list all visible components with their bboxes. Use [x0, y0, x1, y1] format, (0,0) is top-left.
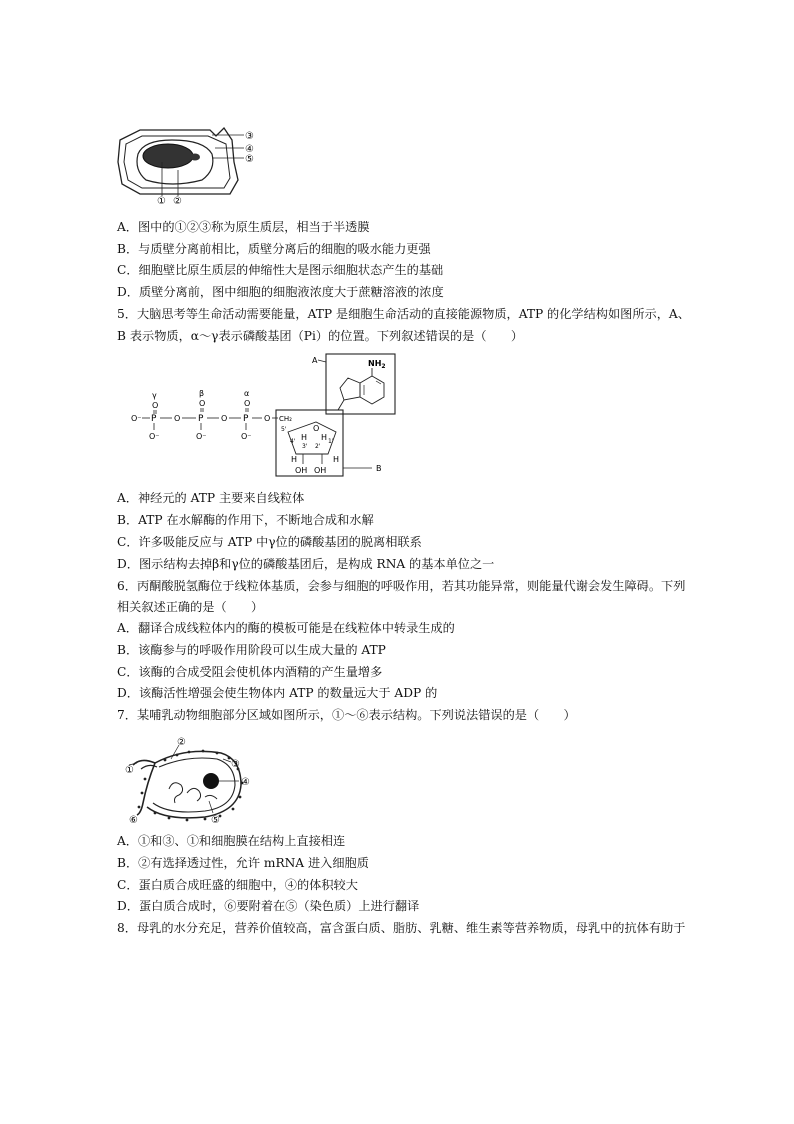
label-n4: ④ [241, 777, 250, 788]
q8-stem-line1: 8．母乳的水分充足，营养价值较高，富含蛋白质、脂肪、乳糖、维生素等营养物质，母乳中的抗体有助于 [117, 921, 686, 935]
o-top-3: O [244, 399, 251, 408]
beta-label: β [199, 389, 205, 398]
c1-label: 1' [328, 438, 334, 445]
q4-option-b: B．与质壁分离前相比，质壁分离后的细胞的吸水能力更强 [117, 242, 431, 256]
label-n1: ① [125, 765, 134, 776]
label-4: ④ [245, 144, 254, 155]
figure-atp-structure [128, 350, 398, 480]
c2-label: 2' [315, 443, 321, 450]
o-top-1: O [152, 401, 159, 410]
c4-label: 4' [290, 438, 296, 445]
q5-option-a: A．神经元的 ATP 主要来自线粒体 [117, 491, 305, 505]
q6-option-a: A．翻译合成线粒体内的酶的模板可能是在线粒体中转录生成的 [117, 621, 455, 635]
q7-option-a: A．①和③、①和细胞膜在结构上直接相连 [117, 834, 346, 848]
label-5: ⑤ [245, 154, 254, 165]
label-a: A [312, 356, 318, 365]
c5-label: 5' [281, 426, 287, 433]
h-label-2: H [301, 433, 308, 442]
ch2-label: CH₂ [279, 415, 292, 423]
q5-option-c: C．许多吸能反应与 ATP 中γ位的磷酸基团的脱离相联系 [117, 535, 422, 549]
q4-option-d: D．质壁分离前，图中细胞的细胞液浓度大于蔗糖溶液的浓度 [117, 285, 444, 299]
q7-stem: 7．某哺乳动物细胞部分区域如图所示，①～⑥表示结构。下列说法错误的是（ ） [117, 708, 576, 722]
label-n3: ③ [231, 759, 240, 770]
q7-option-b: B．②有选择透过性，允许 mRNA 进入细胞质 [117, 856, 369, 870]
label-b: B [376, 464, 382, 473]
ring-o: O [313, 424, 320, 433]
q7-option-d: D．蛋白质合成时，⑥要附着在⑤（染色质）上进行翻译 [117, 899, 420, 913]
o-minus-3: O⁻ [241, 432, 252, 441]
oh-label-2: OH [314, 466, 327, 475]
o-bridge-1: O [174, 414, 181, 423]
figure-plasmolysis [112, 122, 272, 204]
h-label-1: H [291, 455, 298, 464]
alpha-label: α [244, 389, 250, 398]
o-bridge-2: O [221, 414, 228, 423]
q6-stem-line2: 相关叙述正确的是（ ） [117, 600, 264, 614]
o-top-2: O [199, 399, 206, 408]
p-gamma: P [151, 414, 157, 424]
figure-nucleus [125, 733, 265, 825]
h-label-3: H [321, 433, 328, 442]
q5-option-b: B．ATP 在水解酶的作用下，不断地合成和水解 [117, 513, 374, 527]
q5-stem-line1: 5．大脑思考等生命活动需要能量，ATP 是细胞生命活动的直接能源物质，ATP 的化学结构如图所示，A、 [117, 307, 690, 321]
q6-option-b: B．该酶参与的呼吸作用阶段可以生成大量的 ATP [117, 643, 386, 657]
p-beta: P [198, 414, 204, 424]
q6-option-d: D．该酶活性增强会使生物体内 ATP 的数量远大于 ADP 的 [117, 686, 438, 700]
label-n5: ⑤ [211, 815, 220, 825]
label-n6: ⑥ [129, 815, 138, 825]
q6-option-c: C．该酶的合成受阻会使机体内酒精的产生量增多 [117, 665, 383, 679]
nh2-label: $NH_2$ [368, 359, 386, 370]
label-1: ① [157, 196, 166, 204]
q7-option-c: C．蛋白质合成旺盛的细胞中，④的体积较大 [117, 878, 358, 892]
o-minus-1: O⁻ [149, 432, 160, 441]
q6-stem-line1: 6．丙酮酸脱氢酶位于线粒体基质，会参与细胞的呼吸作用，若其功能异常，则能量代谢会发生障碍。下列 [117, 579, 686, 593]
o-bridge-3: O [264, 414, 271, 423]
o-minus-left: O⁻ [131, 414, 142, 423]
label-2: ② [173, 196, 182, 204]
h-label-4: H [333, 455, 340, 464]
c3-label: 3' [302, 443, 308, 450]
o-minus-2: O⁻ [196, 432, 207, 441]
label-n2: ② [177, 737, 186, 748]
oh-label-1: OH [295, 466, 308, 475]
q5-stem-line2: B 表示物质，α～γ表示磷酸基团（Pi）的位置。下列叙述错误的是（ ） [117, 329, 524, 343]
q5-option-d: D．图示结构去掉β和γ位的磷酸基团后，是构成 RNA 的基本单位之一 [117, 557, 495, 571]
q4-option-a: A．图中的①②③称为原生质层，相当于半透膜 [117, 220, 370, 234]
q4-option-c: C．细胞壁比原生质层的伸缩性大是图示细胞状态产生的基础 [117, 263, 444, 277]
gamma-label: γ [152, 391, 157, 400]
p-alpha: P [243, 414, 249, 424]
label-3: ③ [245, 131, 254, 142]
